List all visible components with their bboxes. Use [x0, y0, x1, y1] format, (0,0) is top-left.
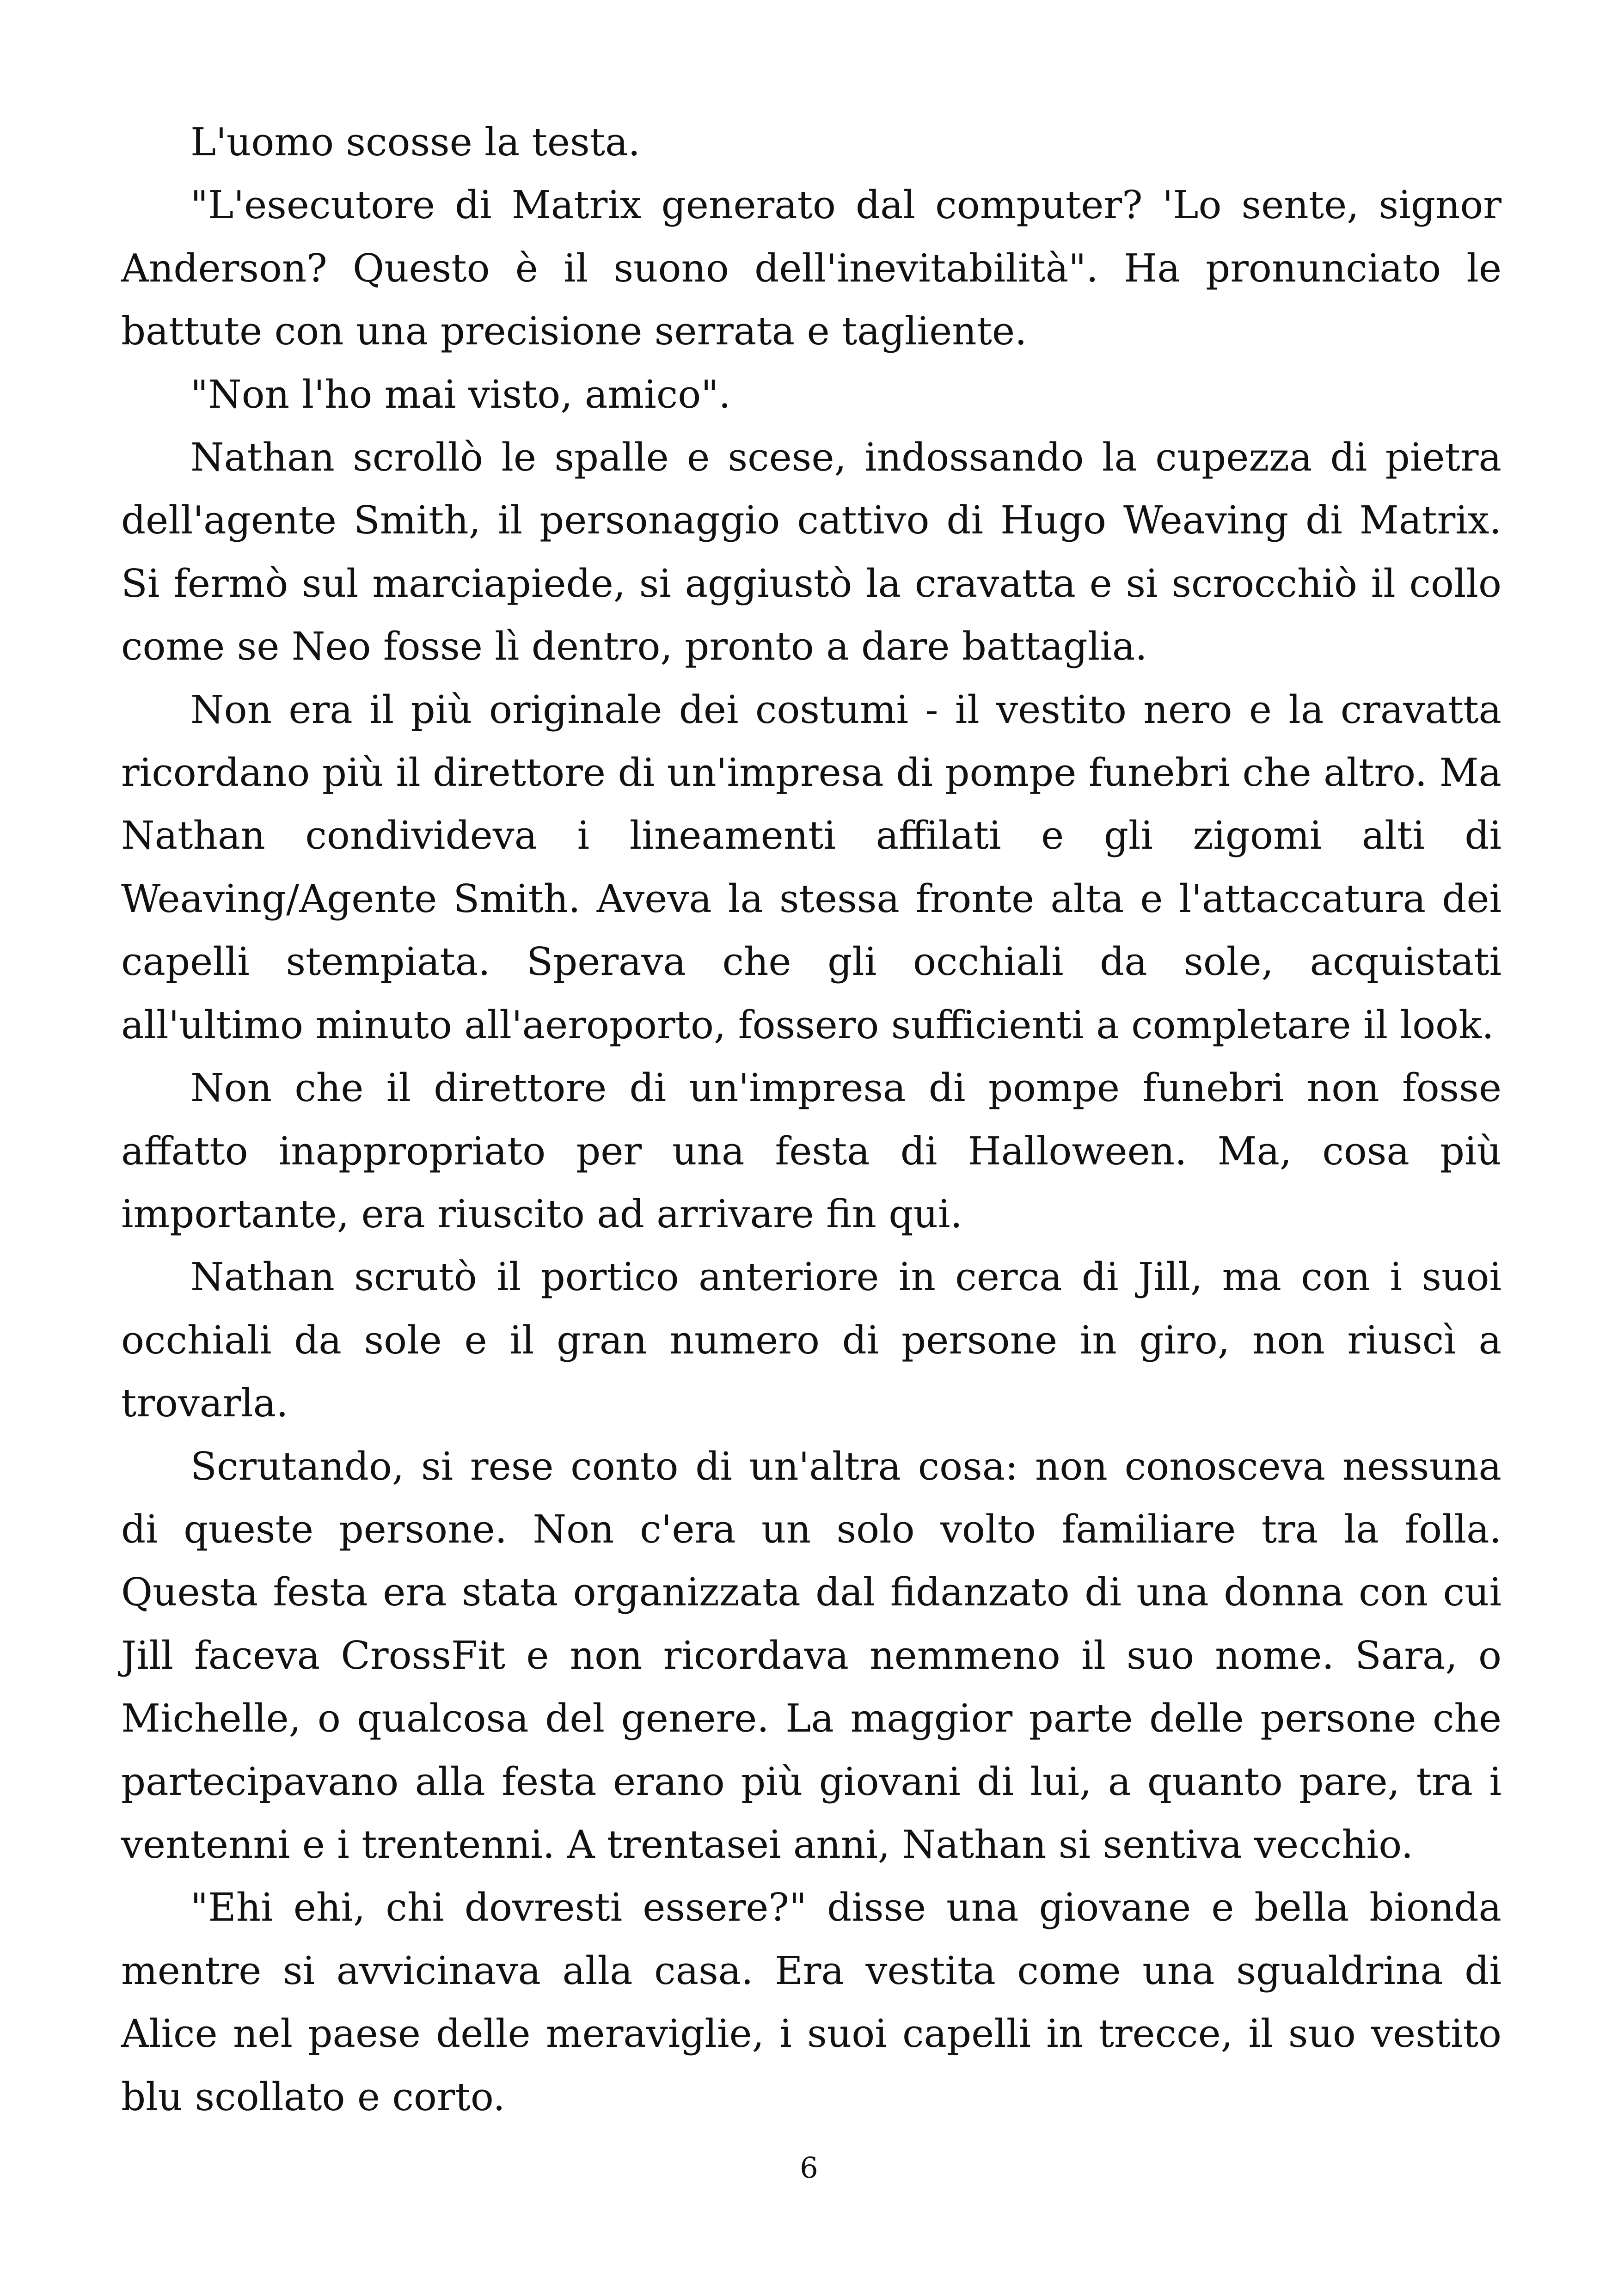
paragraph-3: "Non l'ho mai visto, amico". [190, 372, 731, 417]
paragraph-9: "Ehi ehi, chi dovresti essere?" disse una giovane e bella bionda mentre si avvicinava alla casa. Era vestita come una sgualdrina di Alice nel paese delle meraviglie, i suoi capelli in trecce, il suo vestito blu scollato e corto. [121, 1885, 1502, 2119]
paragraph-2: "L'esecutore di Matrix generato dal computer? 'Lo sente, signor Anderson? Questo è il suono dell'inevitabilità". Ha pronunciato le battute con una precisione serrata e tagliente. [121, 183, 1502, 354]
paragraph-7: Nathan scrutò il portico anteriore in cerca di Jill, ma con i suoi occhiali da sole e il gran numero di persone in giro, non riuscì a trovarla. [121, 1255, 1502, 1426]
page-number: 6 [800, 2151, 818, 2185]
paragraph-4: Nathan scrollò le spalle e scese, indossando la cupezza di pietra dell'agente Smith, il personaggio cattivo di Hugo Weaving di Matrix. Si fermò sul marciapiede, si aggiustò la cravatta e si scrocchiò il collo come se Neo fosse lì dentro, pronto a dare battaglia. [121, 435, 1502, 669]
body-text [121, 111, 1502, 2129]
paragraph-6: Non che il direttore di un'impresa di pompe funebri non fosse affatto inappropriato per una festa di Halloween. Ma, cosa più importante, era riuscito ad arrivare fin qui. [121, 1065, 1502, 1237]
paragraph-5: Non era il più originale dei costumi - il vestito nero e la cravatta ricordano più il direttore di un'impresa di pompe funebri che altro. Ma Nathan condivideva i lineamenti affilati e gli zigomi alti di Weaving/Agente Smith. Aveva la stessa fronte alta e l'attaccatura dei capelli stempiata. Sperava che gli occhiali da sole, acquistati all'ultimo minuto all'aeroporto, fossero sufficienti a completare il look. [121, 687, 1502, 1047]
paragraph-1: L'uomo scosse la testa. [190, 120, 640, 165]
paragraph-8: Scrutando, si rese conto di un'altra cosa: non conosceva nessuna di queste persone. Non c'era un solo volto familiare tra la folla. Questa festa era stata organizzata dal fidanzato di una donna con cui Jill faceva CrossFit e non ricordava nemmeno il suo nome. Sara, o Michelle, o qualcosa del genere. La maggior parte delle persone che partecipavano alla festa erano più giovani di lui, a quanto pare, tra i ventenni e i trentenni. A trentasei anni, Nathan si sentiva vecchio. [121, 1444, 1502, 1867]
